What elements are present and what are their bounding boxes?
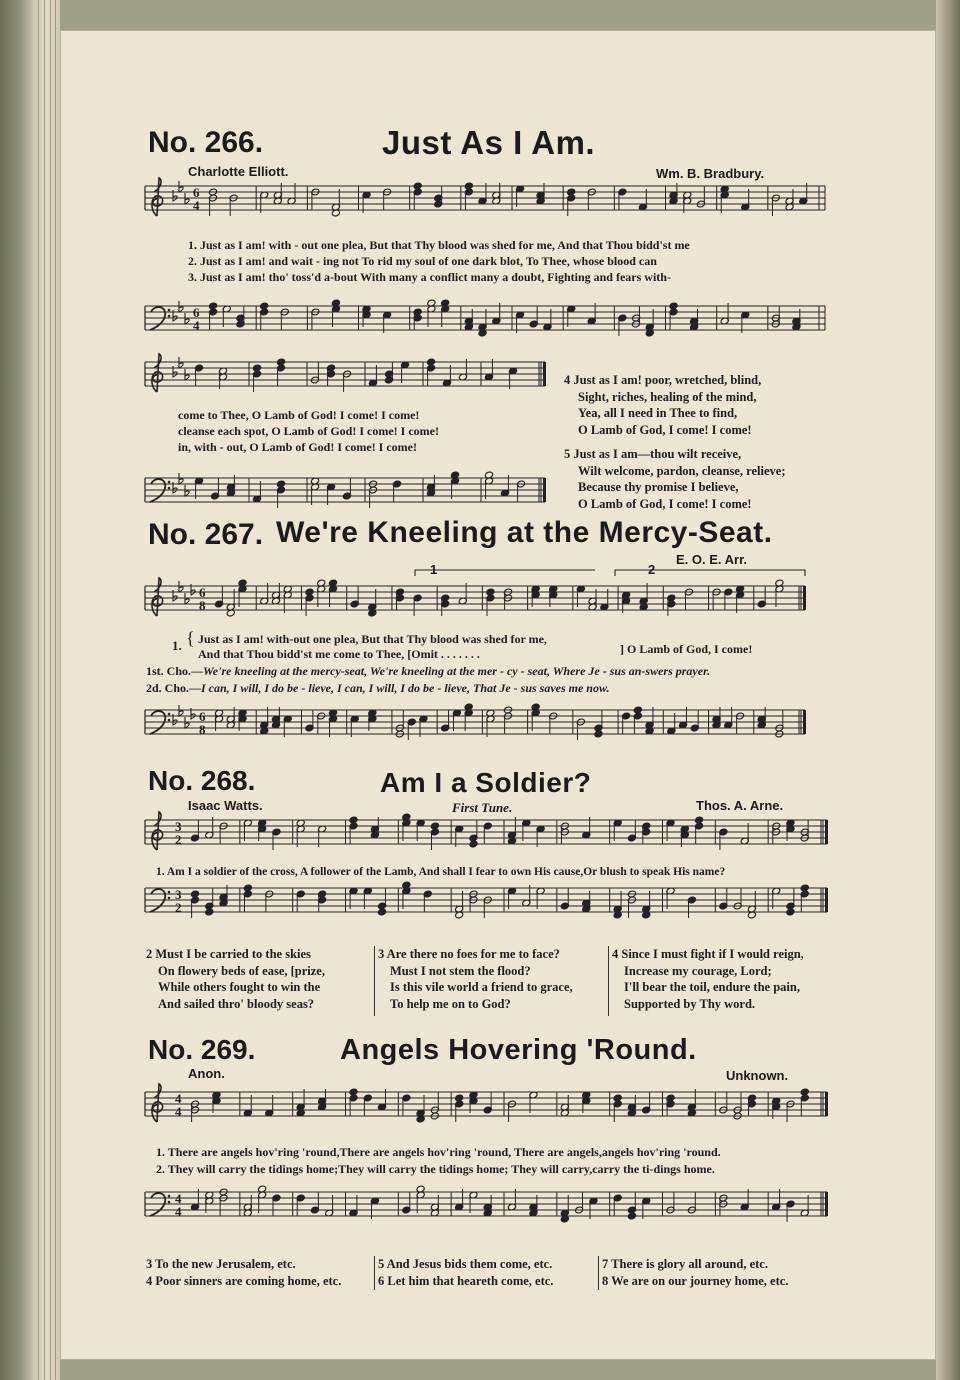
hymn-269-verses-5-6 <box>378 1256 603 1289</box>
hymn-267-verse-a: Just as I am! with-out one plea, But that Thy blood was shed for me, <box>198 632 547 646</box>
final-barline <box>543 478 546 502</box>
verse-line: Wilt welcome, pardon, cleanse, relieve; <box>578 463 786 478</box>
note-head <box>455 1094 464 1102</box>
bass-clef-icon <box>150 889 165 912</box>
note-head <box>190 890 199 898</box>
hymnal-page <box>60 30 936 1360</box>
hymn-267-verse-b: And that Thou bidd'st me come to Thee, [Omit . . . . . . . <box>198 647 480 661</box>
final-barline <box>543 362 546 386</box>
time-signature: 2 <box>175 832 182 847</box>
time-signature: 3 <box>175 819 182 834</box>
note-head <box>252 364 261 372</box>
column-divider <box>374 946 375 1016</box>
ending-2-label: 2 <box>648 562 656 577</box>
time-signature: 4 <box>193 198 200 213</box>
time-signature: 6 <box>199 585 206 600</box>
time-signature: 8 <box>199 722 206 737</box>
hymn-267-bass-staff <box>140 696 810 750</box>
note-head <box>613 1094 622 1102</box>
note-head <box>486 588 495 596</box>
note-head <box>349 816 358 824</box>
verse-line: 4 Poor sinners are coming home, etc. <box>146 1273 342 1288</box>
hymn-266-treble-staff <box>140 172 830 226</box>
bass-clef-dot <box>168 1201 171 1204</box>
hymn-268-verse-2 <box>146 946 366 1012</box>
verse-line: To help me on to God? <box>390 996 511 1011</box>
time-signature: 4 <box>175 1104 182 1119</box>
bass-clef-dot <box>168 481 171 484</box>
time-signature: 3 <box>175 887 182 902</box>
verse-line: Increase my courage, Lord; <box>624 963 772 978</box>
verse-line: 6 Let him that heareth come, etc. <box>378 1273 554 1288</box>
hymn-268-verse-4 <box>612 946 837 1012</box>
note-head <box>669 302 678 310</box>
final-barline <box>825 1092 828 1116</box>
note-head <box>633 706 642 714</box>
verse-brace: { <box>186 628 195 648</box>
note-head <box>276 480 285 488</box>
final-barline <box>825 888 828 912</box>
verse-line: 5 Just as I am—thou wilt receive, <box>564 447 742 461</box>
verse-line: 8 We are on our journey home, etc. <box>602 1273 789 1288</box>
hymn-269-treble-staff <box>140 1078 832 1132</box>
bass-clef-icon <box>150 479 165 502</box>
note-head <box>413 182 422 190</box>
verse-line: Sight, riches, healing of the mind, <box>578 389 757 404</box>
hymn-269-number: No. 269. <box>148 1034 256 1065</box>
bass-clef-icon <box>150 1193 165 1216</box>
time-signature: 2 <box>175 900 182 915</box>
time-signature: 4 <box>175 1191 182 1206</box>
hymn-269-composer: Unknown. <box>726 1068 789 1083</box>
note-head <box>260 302 269 310</box>
bass-clef-icon <box>150 307 165 330</box>
column-divider <box>374 1256 375 1290</box>
verse-line: Is this vile world a friend to grace, <box>390 980 573 994</box>
final-barline <box>803 586 806 610</box>
hymn-266-extra-verses <box>564 372 785 512</box>
verse-line: Because thy promise I believe, <box>578 480 739 494</box>
time-signature: 4 <box>175 1204 182 1219</box>
note-head <box>426 358 435 366</box>
time-signature: 6 <box>193 185 200 200</box>
note-head <box>378 908 387 916</box>
time-signature: 6 <box>193 305 200 320</box>
hymn-267-title: We're Kneeling at the Mercy-Seat. <box>276 516 773 549</box>
hymn-267-arranger: E. O. E. Arr. <box>676 552 748 567</box>
hymn-269-lyric-line: 1. There are angels hov'ring 'round,There are angels hov'ring 'round, There are angels,angels hov'ring 'round. <box>156 1145 721 1159</box>
note-head <box>800 1088 809 1096</box>
verse-line: Must I not stem the flood? <box>390 963 531 978</box>
verse-line: I'll bear the toil, endure the pain, <box>624 980 800 994</box>
hymn-268-verse-3 <box>378 946 603 1012</box>
hymn-266-title: Just As I Am. <box>382 124 596 161</box>
verse-line: 2 Must I be carried to the skies <box>146 947 311 961</box>
verse-number: 1. <box>172 638 182 653</box>
hymn-268-bass-staff <box>140 874 832 928</box>
hymn-268-tune: First Tune. <box>452 800 513 815</box>
hymn-266-bass-staff <box>140 292 830 346</box>
hymn-266-lyric-line: 2. Just as I am! and wait - ing not To rid my soul of one dark blot, To Thee, whose blood can <box>188 254 657 268</box>
time-signature: 6 <box>199 709 206 724</box>
ending-1-label: 1 <box>430 562 438 577</box>
hymn-269-verses-7-8 <box>602 1256 827 1289</box>
hymn-266-lyric-line: 1. Just as I am! with - out one plea, But that Thy blood was shed for me, And that Thou bidd'st me <box>188 238 690 252</box>
hymn-269-title: Angels Hovering 'Round. <box>340 1034 697 1066</box>
hymn-266-lyric-line: 3. Just as I am! tho' toss'd a-bout With many a conflict many a doubt, Fighting and fears with- <box>188 270 671 284</box>
note-head <box>800 884 809 892</box>
hymn-266-lyric-line: cleanse each spot, O Lamb of God! I come! I come! <box>178 424 439 438</box>
hymn-266-composer: Wm. B. Bradbury. <box>656 166 765 181</box>
bass-clef-dot <box>168 487 171 490</box>
note-head <box>243 884 252 892</box>
verse-line: 5 And Jesus bids them come, etc. <box>378 1257 553 1271</box>
note-head <box>430 822 439 830</box>
facing-page-edge <box>936 0 960 1380</box>
verse-line: 7 There is glory all around, etc. <box>602 1257 768 1271</box>
final-barline <box>825 1192 828 1216</box>
bass-clef-icon <box>150 711 165 734</box>
column-divider <box>608 946 609 1016</box>
chorus-1-label: 1st. Cho.— <box>146 664 204 678</box>
chorus-2-text: I can, I will, I do be - lieve, I can, I will, I do be - lieve, That Je - sus saves me now. <box>201 681 610 695</box>
note-head <box>208 302 217 310</box>
hymn-268-number: No. 268. <box>148 765 256 796</box>
volta-bracket <box>615 570 805 576</box>
hymn-266-lyric-line: come to Thee, O Lamb of God! I come! I come! <box>178 408 420 422</box>
time-signature: 4 <box>193 318 200 333</box>
final-barline <box>825 820 828 844</box>
note-head <box>786 908 795 916</box>
verse-line: O Lamb of God, I come! I come! <box>578 422 752 437</box>
note-head <box>695 816 704 824</box>
verse-line: 4 Just as I am! poor, wretched, blind, <box>564 373 762 387</box>
chorus-1-text: We're kneeling at the mercy-seat, We're kneeling at the mer - cy - seat, Where Je - sus an-swers prayer. <box>203 664 711 678</box>
time-signature: 8 <box>199 598 206 613</box>
note-head <box>469 840 478 848</box>
verse-line: O Lamb of God, I come! I come! <box>578 496 752 511</box>
hymn-268-treble-staff <box>140 806 832 860</box>
note-head <box>349 1088 358 1096</box>
bass-clef-dot <box>168 1195 171 1198</box>
bass-clef-dot <box>168 713 171 716</box>
hymn-266-number: No. 266. <box>148 126 264 159</box>
verse-line: And sailed thro' bloody seas? <box>158 996 315 1011</box>
final-barline <box>803 710 806 734</box>
hymn-266-lyric-line: in, with - out, O Lamb of God! I come! I come! <box>178 440 417 454</box>
verse-line: 3 To the new Jerusalem, etc. <box>146 1257 296 1271</box>
hymn-267-number: No. 267. <box>148 518 264 551</box>
hymn-267-chorus-1 <box>146 664 710 679</box>
hymn-268-lyric-line: 1. Am I a soldier of the cross, A follower of the Lamb, And shall I fear to own His cause,Or blush to speak His name? <box>156 866 726 878</box>
bass-clef-dot <box>168 891 171 894</box>
chorus-2-label: 2d. Cho.— <box>146 681 202 695</box>
verse-line: While others fought to win the <box>158 980 321 994</box>
note-head <box>567 188 576 196</box>
note-head <box>205 908 214 916</box>
column-divider <box>598 1256 599 1290</box>
bass-clef-dot <box>168 309 171 312</box>
hymn-269-verses-3-4 <box>146 1256 371 1289</box>
hymn-267-chorus-2 <box>146 681 610 696</box>
note-head <box>305 588 314 596</box>
time-signature: 4 <box>175 1091 182 1106</box>
note-head <box>464 182 473 190</box>
note-head <box>594 730 603 738</box>
hymn-266-author: Charlotte Elliott. <box>188 164 289 179</box>
hymn-268-title: Am I a Soldier? <box>380 767 592 798</box>
note-head <box>627 1212 636 1220</box>
hymn-269-lyric-line: 2. They will carry the tidings home;They will carry the tidings home; They will carry,carry the ti-dings home. <box>156 1162 715 1176</box>
verse-line: 4 Since I must fight if I would reign, <box>612 947 804 961</box>
verse-line: 3 Are there no foes for me to face? <box>378 947 560 961</box>
hymn-266-bass-staff-2 <box>140 464 550 518</box>
verse-line: Supported by Thy word. <box>624 996 756 1011</box>
book-binding <box>0 0 60 1380</box>
bass-clef-dot <box>168 897 171 900</box>
hymn-266-treble-staff-2 <box>140 348 550 402</box>
hymn-269-bass-staff <box>140 1178 832 1232</box>
hymn-267-treble-staff <box>140 572 810 626</box>
note-head <box>276 358 285 366</box>
hymn-267-verse-end: ] O Lamb of God, I come! <box>620 642 753 656</box>
bass-clef-dot <box>168 315 171 318</box>
volta-bracket <box>415 570 595 576</box>
hymn-269-author: Anon. <box>188 1066 225 1081</box>
verse-line: On flowery beds of ease, [prize, <box>158 963 325 978</box>
hymn-268-composer: Thos. A. Arne. <box>696 798 784 813</box>
verse-line: Yea, all I need in Thee to find, <box>578 406 738 420</box>
bass-clef-dot <box>168 719 171 722</box>
hymn-268-author: Isaac Watts. <box>188 798 263 813</box>
